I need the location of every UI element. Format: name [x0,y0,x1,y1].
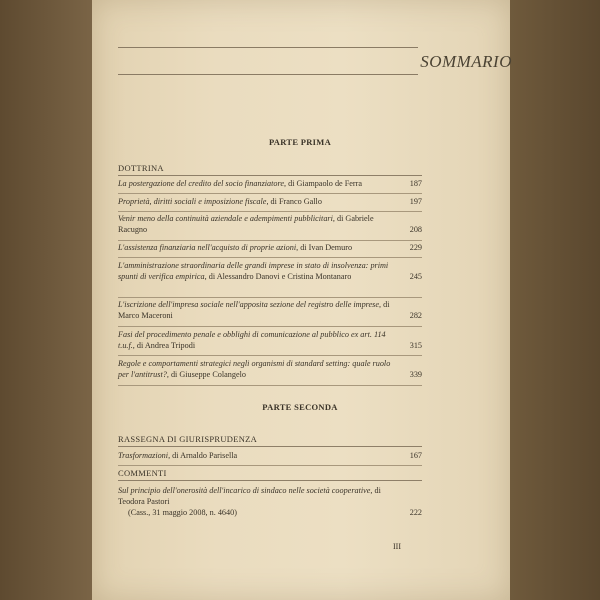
toc-entry[interactable] [118,214,422,236]
entry-separator [118,465,422,466]
entry-page: 282 [409,310,422,320]
entry-title: L'assistenza finanziaria nell'acquisto di proprie azioni [118,243,297,252]
entry-title: Trasformazioni [118,451,169,460]
toc-entry[interactable] [118,300,422,322]
part-one-heading: PARTE PRIMA [268,137,332,147]
entry-title: La postergazione del credito del socio finanziatore [118,179,285,188]
entry-separator [118,326,422,327]
entry-title: Venir meno della continuità aziendale e adempimenti pubblicitari [118,214,333,223]
entry-page: 245 [409,271,422,281]
entry-separator [118,385,422,386]
entry-author: , di Andrea Tripodi [132,340,196,350]
entry-author: , di Teodora Pastori [118,486,381,506]
toc-entry[interactable] [118,179,422,190]
entry-title: L'iscrizione dell'impresa sociale nell'apposita sezione del registro delle imprese [118,300,380,309]
entry-author: , di Ivan Demuro [296,243,353,252]
entry-author: , di Franco Gallo [266,197,322,206]
entry-separator [118,355,422,356]
toc-entry[interactable] [118,359,422,381]
toc-entry[interactable] [118,261,422,283]
entry-title: Sul principio dell'onerosità dell'incarico di sindaco nelle società cooperative [118,486,371,495]
entry-author: , di Giampaolo de Ferra [284,179,363,188]
section-commenti: COMMENTI [118,468,167,478]
entry-separator [118,240,422,241]
entry-page: 315 [409,340,422,350]
background-right [510,0,600,600]
entry-page: 208 [409,224,422,234]
section-rule [118,480,422,481]
entry-separator [118,193,422,194]
part-two-heading: PARTE SECONDA [262,402,338,412]
page-number: III [393,542,401,551]
title-rule [118,74,418,75]
entry-author: , di Arnaldo Parisella [168,451,238,460]
entry-page: 197 [409,197,422,206]
entry-separator [118,211,422,212]
entry-title: Regole e comportamenti strategici negli organismi di standard setting: quale ruolo per l'antitrust? [118,359,391,379]
entry-separator [118,257,422,258]
entry-citation: (Cass., 31 maggio 2008, n. 4640) [128,507,237,517]
header-rule [118,47,418,48]
toc-entry[interactable] [118,451,422,462]
entry-page: 187 [409,179,422,188]
page-title: SOMMARIO [420,52,512,71]
toc-entry[interactable] [118,330,422,352]
entry-author: , di Gabriele Racugno [118,214,374,234]
background-left [0,0,92,600]
entry-author: , di Alessandro Danovi e Cristina Montanaro [204,271,352,281]
entry-title: L'amministrazione straordinaria delle grandi imprese in stato di insolvenza: primi spunti di verifica empirica [118,261,389,281]
entry-page: 229 [409,243,422,252]
toc-entry[interactable] [118,197,422,208]
entry-title: Proprietà, diritti sociali e imposizione fiscale [118,197,267,206]
toc-entry[interactable] [118,243,422,254]
section-rule [118,175,422,176]
entry-separator [118,297,422,298]
section-rassegna: RASSEGNA DI GIURISPRUDENZA [118,434,258,444]
entry-title: Fasi del procedimento penale e obblighi di comunicazione al pubblico ex art. 114 t.u.f. [118,330,386,350]
entry-page: 339 [409,369,422,379]
section-dottrina: DOTTRINA [118,163,164,173]
entry-author: , di Giuseppe Colangelo [166,369,246,379]
entry-page: 167 [409,451,422,460]
entry-author: , di Marco Maceroni [118,300,390,320]
section-rule [118,446,422,447]
entry-page: 222 [409,507,422,517]
toc-entry[interactable] [118,486,422,518]
